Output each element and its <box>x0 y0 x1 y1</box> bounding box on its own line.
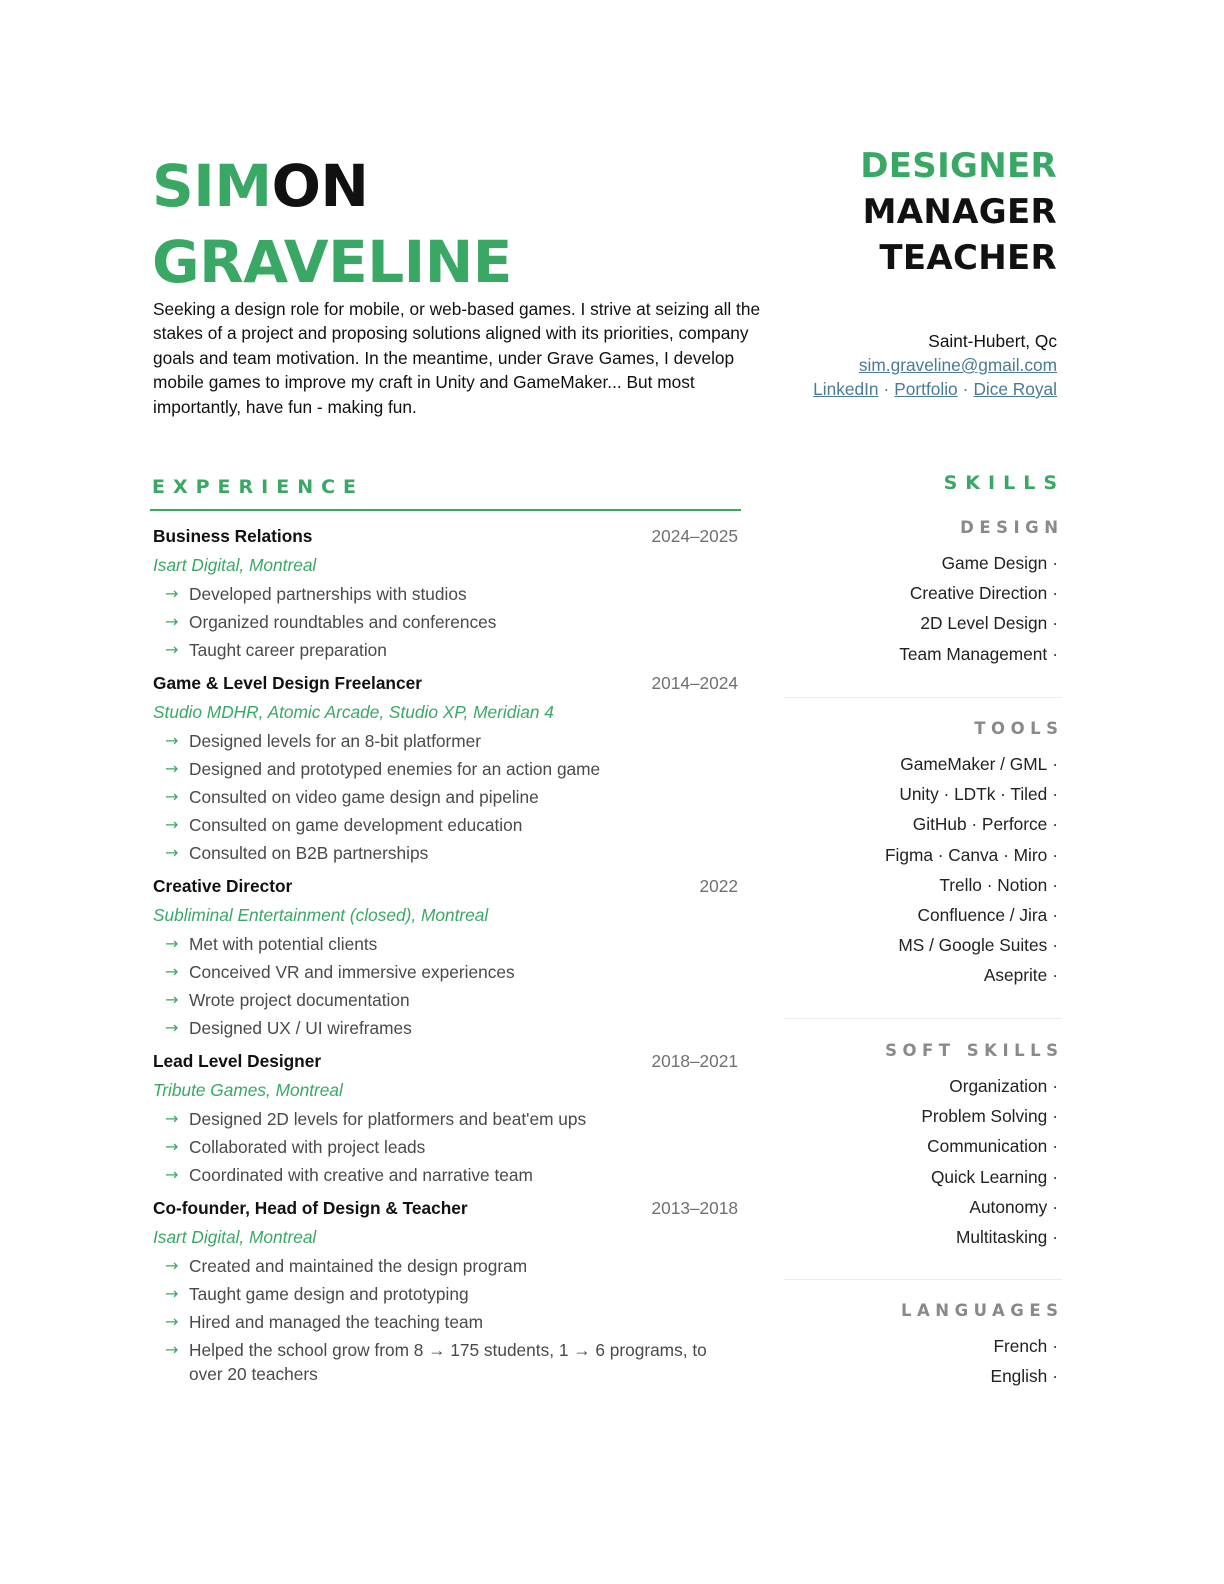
skill-item <box>778 1192 1058 1222</box>
job-header <box>153 526 738 552</box>
job-bullet-text: Consulted on B2B partnerships <box>189 843 429 863</box>
arrow-right-icon: → <box>165 843 179 862</box>
experience-heading: EXPERIENCE <box>152 476 365 498</box>
job-bullet-text: Collaborated with project leads <box>189 1137 426 1157</box>
job-bullet-text: Met with potential clients <box>189 934 378 954</box>
first-name <box>152 148 512 224</box>
arrow-right-icon: → <box>165 1018 179 1037</box>
skill-group-languages <box>778 1301 1064 1391</box>
skill-item-dot: · <box>1052 874 1058 895</box>
skill-item-text: Trello · Notion <box>939 874 1048 895</box>
arrow-right-icon: → <box>165 1284 179 1303</box>
skill-item-dot: · <box>1052 1136 1058 1157</box>
arrow-right-icon: → <box>165 1340 179 1359</box>
skill-group-heading: SOFT SKILLS <box>885 1041 1064 1060</box>
role-designer: DESIGNER <box>860 146 1057 186</box>
dice-royal-link[interactable]: Dice Royal <box>973 379 1057 399</box>
job-dates: 2022 <box>699 876 738 896</box>
first-name-rest: ON <box>271 152 369 220</box>
job-bullet-text: Developed partnerships with studios <box>189 584 467 604</box>
skill-item-text: Autonomy <box>969 1196 1048 1217</box>
skill-item-text: English <box>990 1366 1048 1387</box>
skill-item-dot: · <box>1052 1076 1058 1096</box>
skill-item-text: Communication <box>927 1136 1048 1157</box>
job-header <box>153 1198 738 1224</box>
skill-item <box>778 608 1058 638</box>
email-link[interactable]: sim.graveline@gmail.com <box>858 355 1057 375</box>
job-bullets <box>153 932 738 1040</box>
job-dates: 2018–2021 <box>651 1051 738 1071</box>
role-manager: MANAGER <box>862 192 1057 232</box>
job-bullet <box>153 932 738 956</box>
job-entry <box>153 876 738 1040</box>
job-company: Subliminal Entertainment (closed), Montreal <box>153 905 489 925</box>
skill-item <box>778 639 1058 669</box>
skill-item <box>778 749 1058 779</box>
skill-item-text: Confluence / Jira <box>917 905 1048 926</box>
skill-item <box>778 1361 1058 1391</box>
link-separator: · <box>962 379 969 399</box>
job-bullet <box>153 1254 738 1278</box>
skill-item-dot: · <box>1052 1106 1058 1127</box>
job-bullet-text: Designed 2D levels for platformers and beat'em ups <box>189 1109 587 1129</box>
job-title: Creative Director <box>153 876 293 896</box>
contact-block <box>813 329 1057 401</box>
skill-item-text: GameMaker / GML <box>900 754 1048 774</box>
skill-item <box>778 900 1058 930</box>
job-bullet-text: Hired and managed the teaching team <box>189 1312 483 1332</box>
job-bullet-text: Organized roundtables and conferences <box>189 612 497 632</box>
job-header <box>153 1051 738 1077</box>
job-title: Lead Level Designer <box>153 1051 322 1071</box>
job-dates: 2014–2024 <box>651 673 738 693</box>
skill-item-text: Figma · Canva · Miro <box>884 844 1048 865</box>
job-bullet <box>153 813 738 837</box>
role-teacher: TEACHER <box>879 238 1057 278</box>
link-separator: · <box>883 379 890 399</box>
skill-item <box>778 809 1058 839</box>
arrow-right-icon: → <box>165 990 179 1009</box>
skill-item-text: Team Management <box>899 643 1048 664</box>
job-bullet <box>153 1016 738 1040</box>
job-bullets <box>153 1254 738 1386</box>
skill-group-heading: TOOLS <box>974 719 1064 738</box>
job-entry <box>153 673 738 865</box>
job-title: Business Relations <box>153 526 313 546</box>
arrow-right-icon: → <box>165 934 179 953</box>
skill-item <box>778 1222 1058 1252</box>
skills-divider <box>784 1279 1062 1280</box>
arrow-right-icon: → <box>165 1165 179 1184</box>
job-bullets <box>153 1107 738 1187</box>
skill-item-dot: · <box>1052 965 1058 986</box>
skill-item-text: Unity · LDTk · Tiled <box>899 784 1048 805</box>
job-bullet-text: Designed and prototyped enemies for an action game <box>189 759 601 779</box>
job-bullet <box>153 757 738 781</box>
job-bullet <box>153 610 738 634</box>
job-header <box>153 673 738 699</box>
arrow-right-icon: → <box>165 787 179 806</box>
arrow-right-icon: → <box>165 584 179 603</box>
job-bullet <box>153 1135 738 1159</box>
arrow-right-icon: → <box>165 1256 179 1275</box>
job-bullet-text: Created and maintained the design program <box>189 1256 528 1276</box>
skill-item-text: French <box>993 1336 1048 1356</box>
skill-item <box>778 930 1058 960</box>
location: Saint-Hubert, Qc <box>928 331 1057 351</box>
job-bullet <box>153 1163 738 1187</box>
skill-item-text: GitHub · Perforce <box>912 814 1048 835</box>
skill-item-dot: · <box>1052 814 1058 835</box>
skill-item-dot: · <box>1052 583 1058 604</box>
role-titles <box>860 143 1057 281</box>
skill-item-text: Aseprite <box>983 965 1048 986</box>
job-bullet <box>153 988 738 1012</box>
experience-list <box>153 526 738 1397</box>
job-bullet <box>153 729 738 753</box>
skill-item-text: MS / Google Suites <box>898 935 1048 956</box>
job-company: Tribute Games, Montreal <box>153 1080 343 1100</box>
skill-item <box>778 1131 1058 1161</box>
arrow-right-icon: → <box>165 640 179 659</box>
job-bullet-text: Taught game design and prototyping <box>189 1284 469 1304</box>
candidate-name <box>152 148 512 300</box>
skill-item <box>778 1331 1058 1361</box>
summary-paragraph: Seeking a design role for mobile, or web-based games. I strive at seizing all the stakes of a project and proposing solutions aligned with its priorities, company goals and team motivation. In the meantime, under Grave Games, I develop mobile games to improve my craft in Unity and GameMaker... But most importantly, have fun - making fun. <box>153 299 761 417</box>
arrow-right-icon: → <box>165 731 179 750</box>
skill-item <box>778 1071 1058 1101</box>
skill-item-dot: · <box>1052 643 1058 664</box>
portfolio-link[interactable]: Portfolio <box>894 379 958 399</box>
skill-item <box>778 578 1058 608</box>
skill-item-text: Game Design <box>941 553 1048 573</box>
skill-item-text: Organization <box>949 1076 1048 1096</box>
profile-links <box>813 377 1057 401</box>
skill-group-soft-skills <box>778 1041 1064 1252</box>
job-entry <box>153 526 738 662</box>
skill-item-dot: · <box>1052 754 1058 774</box>
job-company: Isart Digital, Montreal <box>153 555 317 575</box>
skill-item-text: 2D Level Design <box>920 613 1048 634</box>
job-title: Co-founder, Head of Design & Teacher <box>153 1198 468 1218</box>
skill-group-heading: DESIGN <box>960 518 1064 537</box>
job-entry <box>153 1198 738 1386</box>
skill-item-dot: · <box>1052 553 1058 573</box>
job-bullet <box>153 785 738 809</box>
skill-item <box>778 870 1058 900</box>
skill-item-dot: · <box>1052 905 1058 926</box>
job-bullet-text: Helped the school grow from 8 → 175 students, 1 → 6 programs, to over 20 teachers <box>189 1340 707 1384</box>
skill-item-text: Multitasking <box>955 1227 1048 1248</box>
job-dates: 2013–2018 <box>651 1198 738 1218</box>
experience-divider <box>150 509 741 511</box>
job-bullet <box>153 638 738 662</box>
skill-item-dot: · <box>1052 1227 1058 1248</box>
skill-item <box>778 1101 1058 1131</box>
skill-item-text: Quick Learning <box>930 1166 1048 1187</box>
skill-group-tools <box>778 719 1064 991</box>
last-name: GRAVELINE <box>152 228 512 296</box>
arrow-right-icon: → <box>165 612 179 631</box>
skill-item <box>778 1162 1058 1192</box>
arrow-right-icon: → <box>165 815 179 834</box>
first-name-highlight: SIM <box>152 152 272 220</box>
job-company: Studio MDHR, Atomic Arcade, Studio XP, Meridian 4 <box>153 702 554 722</box>
job-bullet-text: Consulted on game development education <box>189 815 523 835</box>
job-bullet <box>153 1338 738 1386</box>
skill-item-dot: · <box>1052 784 1058 805</box>
job-bullet <box>153 841 738 865</box>
skill-item <box>778 840 1058 870</box>
arrow-right-icon: → <box>165 759 179 778</box>
job-bullet-text: Wrote project documentation <box>189 990 410 1010</box>
job-bullet <box>153 1282 738 1306</box>
arrow-right-icon: → <box>165 1109 179 1128</box>
skill-item-dot: · <box>1052 1196 1058 1217</box>
job-bullet-text: Coordinated with creative and narrative team <box>189 1165 533 1185</box>
skill-item-text: Problem Solving <box>921 1106 1048 1127</box>
skill-item-dot: · <box>1052 844 1058 865</box>
skill-item-dot: · <box>1052 1366 1058 1387</box>
job-title: Game & Level Design Freelancer <box>153 673 422 693</box>
skill-item-dot: · <box>1052 1166 1058 1187</box>
job-dates: 2024–2025 <box>651 526 738 546</box>
job-bullet <box>153 960 738 984</box>
job-bullet-text: Designed levels for an 8-bit platformer <box>189 731 482 751</box>
arrow-right-icon: → <box>165 1137 179 1156</box>
skill-item-dot: · <box>1052 1336 1058 1356</box>
job-bullet-text: Conceived VR and immersive experiences <box>189 962 515 982</box>
job-entry <box>153 1051 738 1187</box>
job-bullets <box>153 582 738 662</box>
skill-item <box>778 960 1058 990</box>
skill-group-design <box>778 518 1064 669</box>
linkedin-link[interactable]: LinkedIn <box>813 379 879 399</box>
skill-item <box>778 548 1058 578</box>
arrow-right-icon: → <box>165 1312 179 1331</box>
job-bullet-text: Consulted on video game design and pipeline <box>189 787 539 807</box>
skill-item-dot: · <box>1052 613 1058 634</box>
skills-divider <box>784 1018 1062 1019</box>
job-bullet <box>153 582 738 606</box>
skills-heading: SKILLS <box>943 472 1065 494</box>
skill-item-text: Creative Direction <box>909 583 1048 604</box>
skills-divider <box>784 697 1062 698</box>
job-company: Isart Digital, Montreal <box>153 1227 317 1247</box>
job-bullet-text: Designed UX / UI wireframes <box>189 1018 412 1038</box>
job-bullet-text: Taught career preparation <box>189 640 387 660</box>
skill-item <box>778 779 1058 809</box>
arrow-right-icon: → <box>165 962 179 981</box>
skill-group-heading: LANGUAGES <box>901 1301 1064 1320</box>
job-bullet <box>153 1310 738 1334</box>
job-bullets <box>153 729 738 865</box>
job-header <box>153 876 738 902</box>
job-bullet <box>153 1107 738 1131</box>
skill-item-dot: · <box>1052 935 1058 956</box>
